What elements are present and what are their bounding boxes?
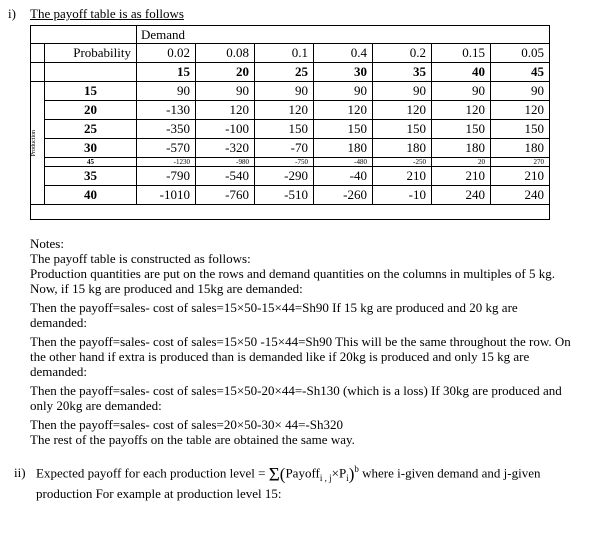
- payoff-value: 20: [432, 158, 491, 167]
- demand-value: 40: [432, 63, 491, 82]
- payoff-table: [30, 25, 550, 220]
- payoff-value: -980: [196, 158, 255, 167]
- empty-cell: [31, 44, 45, 63]
- payoff-value: 90: [491, 82, 550, 101]
- payoff-value: -760: [196, 186, 255, 205]
- production-level: 15: [45, 82, 137, 101]
- production-axis-label: Production: [31, 129, 37, 157]
- notes-paragraph: The payoff table is constructed as follows:: [30, 251, 251, 266]
- payoff-value: 180: [314, 139, 373, 158]
- sigma-symbol: Σ: [268, 464, 280, 486]
- payoff-value: -320: [196, 139, 255, 158]
- payoff-value: 90: [432, 82, 491, 101]
- exponent: b: [354, 464, 359, 474]
- empty-cell: [45, 63, 137, 82]
- notes-paragraph: Then the payoff=sales- cost of sales=15×50-20×44=-Sh130 (which is a loss) If 30kg are produced and only 20kg are demanded:: [30, 383, 562, 413]
- payoff-value: -130: [137, 101, 196, 120]
- open-paren: (: [279, 464, 286, 484]
- notes-heading: Notes:: [30, 236, 64, 251]
- payoff-value: -260: [314, 186, 373, 205]
- production-level: 45: [45, 158, 137, 167]
- payoff-value: 120: [255, 101, 314, 120]
- payoff-value: -250: [373, 158, 432, 167]
- payoff-value: 210: [373, 167, 432, 186]
- demand-header: Demand: [137, 26, 550, 44]
- demand-value: 15: [137, 63, 196, 82]
- payoff-term: Payoff: [285, 465, 320, 481]
- payoff-value: 180: [432, 139, 491, 158]
- probability-value: 0.02: [137, 44, 196, 63]
- payoff-value: 150: [373, 120, 432, 139]
- probability-row: [31, 44, 550, 63]
- notes-paragraph: Production quantities are put on the rows and demand quantities on the columns in multiples of 5 kg.: [30, 266, 555, 281]
- payoff-value: -790: [137, 167, 196, 186]
- payoff-value: -70: [255, 139, 314, 158]
- production-level: 30: [45, 139, 137, 158]
- notes-paragraph: The rest of the payoffs on the table are obtained the same way.: [30, 432, 355, 447]
- demand-value: 25: [255, 63, 314, 82]
- demand-value: 30: [314, 63, 373, 82]
- production-level: 20: [45, 101, 137, 120]
- payoff-value: -1010: [137, 186, 196, 205]
- item-ii-text: [36, 461, 593, 502]
- payoff-row: [31, 139, 550, 158]
- demand-value: 35: [373, 63, 432, 82]
- payoff-row: [31, 120, 550, 139]
- notes-section: [30, 236, 575, 447]
- formula-trailing-text: where i-given demand and j-given production For example at production level 15:: [36, 465, 541, 501]
- payoff-subscript: i , j: [319, 472, 332, 483]
- payoff-value: 150: [491, 120, 550, 139]
- demand-value: 45: [491, 63, 550, 82]
- notes-paragraph: Then the payoff=sales- cost of sales=20×50-30× 44=-Sh320: [30, 417, 343, 432]
- payoff-row: [31, 82, 550, 101]
- probability-label: Probability: [45, 44, 137, 63]
- payoff-value: -100: [196, 120, 255, 139]
- payoff-value: -40: [314, 167, 373, 186]
- payoff-value: -10: [373, 186, 432, 205]
- item-ii: [8, 461, 593, 502]
- formula-lead-text: Expected payoff for each production level =: [36, 465, 269, 481]
- payoff-value: 150: [314, 120, 373, 139]
- close-paren: ): [348, 464, 355, 484]
- payoff-value: -1230: [137, 158, 196, 167]
- item-ii-marker: ii): [14, 465, 26, 481]
- notes-paragraph: Now, if 15 kg are produced and 15kg are demanded:: [30, 281, 303, 296]
- payoff-value: -540: [196, 167, 255, 186]
- payoff-value: 210: [491, 167, 550, 186]
- probability-value: 0.2: [373, 44, 432, 63]
- probability-value: 0.15: [432, 44, 491, 63]
- payoff-value: 120: [196, 101, 255, 120]
- payoff-value: 240: [491, 186, 550, 205]
- payoff-value: 90: [373, 82, 432, 101]
- demand-value: 20: [196, 63, 255, 82]
- item-i-marker: i): [8, 6, 16, 21]
- probability-value: 0.4: [314, 44, 373, 63]
- payoff-value: 180: [491, 139, 550, 158]
- production-level: 25: [45, 120, 137, 139]
- payoff-value: -290: [255, 167, 314, 186]
- payoff-row: [31, 101, 550, 120]
- p-subscript: i: [346, 472, 349, 483]
- empty-cell: [31, 63, 45, 82]
- payoff-value: -570: [137, 139, 196, 158]
- demand-header-row: [31, 26, 550, 44]
- production-level: 40: [45, 186, 137, 205]
- notes-paragraph: Then the payoff=sales- cost of sales=15×50-15×44=Sh90 If 15 kg are produced and 20 kg are demanded:: [30, 300, 518, 330]
- payoff-value: 90: [137, 82, 196, 101]
- payoff-value: 90: [314, 82, 373, 101]
- payoff-row-small: [31, 158, 550, 167]
- times-p-term: ×P: [331, 465, 347, 481]
- production-level: 35: [45, 167, 137, 186]
- payoff-value: 150: [432, 120, 491, 139]
- payoff-value: -350: [137, 120, 196, 139]
- item-i-heading: [8, 6, 593, 22]
- probability-value: 0.1: [255, 44, 314, 63]
- payoff-row: [31, 167, 550, 186]
- demand-values-row: [31, 63, 550, 82]
- payoff-value: 240: [432, 186, 491, 205]
- empty-cell: [31, 205, 550, 220]
- payoff-value: 210: [432, 167, 491, 186]
- payoff-value: 90: [255, 82, 314, 101]
- payoff-value: 120: [491, 101, 550, 120]
- notes-paragraph: Then the payoff=sales- cost of sales=15×50 -15×44=Sh90 This will be the same throughout the row. On the other hand if extra is produced than is demanded like if 20kg is produced and only 15 kg are demanded:: [30, 334, 571, 379]
- empty-cell: [31, 26, 137, 44]
- payoff-value: -750: [255, 158, 314, 167]
- production-axis-cell: [31, 82, 45, 205]
- payoff-row: [31, 186, 550, 205]
- empty-bottom-row: [31, 205, 550, 220]
- payoff-value: 150: [255, 120, 314, 139]
- payoff-value: 120: [373, 101, 432, 120]
- payoff-value: 90: [196, 82, 255, 101]
- payoff-value: 120: [314, 101, 373, 120]
- payoff-value: 270: [491, 158, 550, 167]
- item-i-intro: The payoff table is as follows: [30, 6, 184, 21]
- payoff-value: -510: [255, 186, 314, 205]
- payoff-value: 180: [373, 139, 432, 158]
- payoff-value: -480: [314, 158, 373, 167]
- payoff-value: 120: [432, 101, 491, 120]
- probability-value: 0.08: [196, 44, 255, 63]
- probability-value: 0.05: [491, 44, 550, 63]
